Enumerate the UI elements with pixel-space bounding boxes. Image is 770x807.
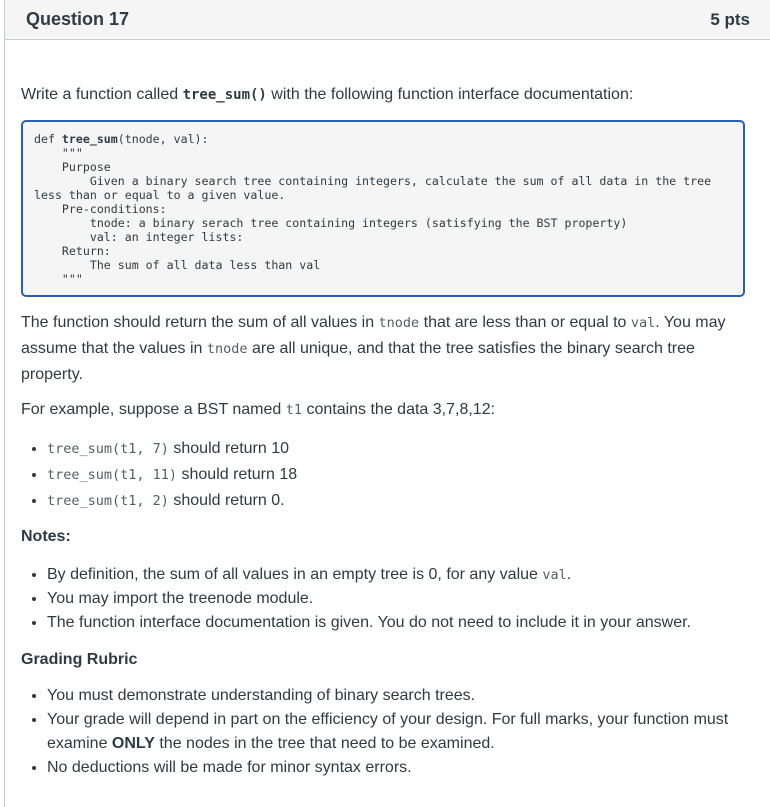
code-line: val: an integer lists:	[34, 230, 244, 244]
example-intro	[21, 397, 741, 423]
code-line: """	[34, 146, 83, 160]
notes-list	[21, 563, 741, 635]
desc-text-d: are all unique, and that the tree satisfies the binary search tree property.	[21, 340, 695, 383]
example-list	[21, 436, 741, 514]
desc-code-val: val	[630, 315, 656, 331]
notes-item-text-end: .	[566, 566, 572, 583]
desc-text-b: that are less than or equal to	[419, 314, 631, 331]
code-content	[34, 132, 733, 286]
code-block	[21, 120, 745, 297]
list-item	[47, 462, 741, 488]
example-code-t1: t1	[285, 402, 302, 418]
example-code: tree_sum(t1, 2)	[47, 493, 169, 509]
list-item: • No deductions will be made for minor syntax errors.	[47, 756, 741, 780]
desc-code-tnode-2: tnode	[206, 341, 248, 357]
example-intro-b: contains the data 3,7,8,12:	[302, 401, 496, 418]
list-item	[47, 708, 741, 756]
code-line: Pre-conditions:	[34, 202, 167, 216]
question-points: 5 pts	[710, 9, 750, 29]
rubric-list	[21, 684, 741, 780]
question-header	[5, 0, 770, 40]
list-item: • You must demonstrate understanding of binary search trees.	[47, 684, 741, 708]
code-line: tnode: a binary serach tree containing integers (satisfying the BST property)	[34, 216, 628, 230]
list-item	[47, 488, 741, 514]
desc-code-tnode: tnode	[378, 315, 420, 331]
example-code: tree_sum(t1, 11)	[47, 467, 178, 483]
example-text: should return 0.	[168, 492, 285, 509]
rubric-item-text: Your grade will depend in part on the efficiency of your design. For full marks, your function must examine	[47, 711, 729, 752]
code-def-keyword: def	[34, 132, 62, 146]
notes-heading: Notes:	[21, 528, 71, 545]
code-fn-params: (tnode, val):	[117, 132, 209, 146]
question-title: Question 17	[26, 9, 130, 29]
desc-text-a: The function should return the sum of all values in	[21, 314, 379, 331]
rubric-heading: Grading Rubric	[21, 651, 138, 668]
rubric-item-text-end: the nodes in the tree that need to be examined.	[154, 735, 495, 752]
rubric-emphasis: ONLY	[111, 735, 155, 752]
intro-fn-code: tree_sum()	[182, 87, 267, 103]
code-line: less than or equal to a given value.	[34, 188, 286, 202]
code-line: """	[34, 272, 83, 286]
code-fn-name: tree_sum	[61, 132, 118, 146]
description-paragraph	[21, 310, 741, 388]
notes-item-text: By definition, the sum of all values in an empty tree is 0, for any value	[47, 566, 543, 583]
intro-after: with the following function interface documentation:	[266, 86, 634, 103]
example-code: tree_sum(t1, 7)	[47, 441, 169, 457]
desc-text-c: . You may assume that the values in	[21, 314, 726, 357]
list-item	[47, 436, 741, 462]
intro-before: Write a function called	[21, 86, 183, 103]
code-line: Given a binary search tree containing integers, calculate the sum of all data in the tree	[34, 174, 712, 188]
example-text: should return 10	[168, 440, 289, 457]
list-item: • You may import the treenode module.	[47, 587, 741, 611]
code-line: The sum of all data less than val	[34, 258, 321, 272]
example-intro-a: For example, suppose a BST named	[21, 401, 286, 418]
code-line: Return:	[34, 244, 111, 258]
list-item	[47, 563, 741, 587]
code-line: Purpose	[34, 160, 111, 174]
notes-code-val: val	[542, 567, 567, 583]
intro-text	[21, 85, 633, 105]
list-item: • The function interface documentation is given. You do not need to include it in your answer.	[47, 611, 741, 635]
example-text: should return 18	[177, 466, 298, 483]
